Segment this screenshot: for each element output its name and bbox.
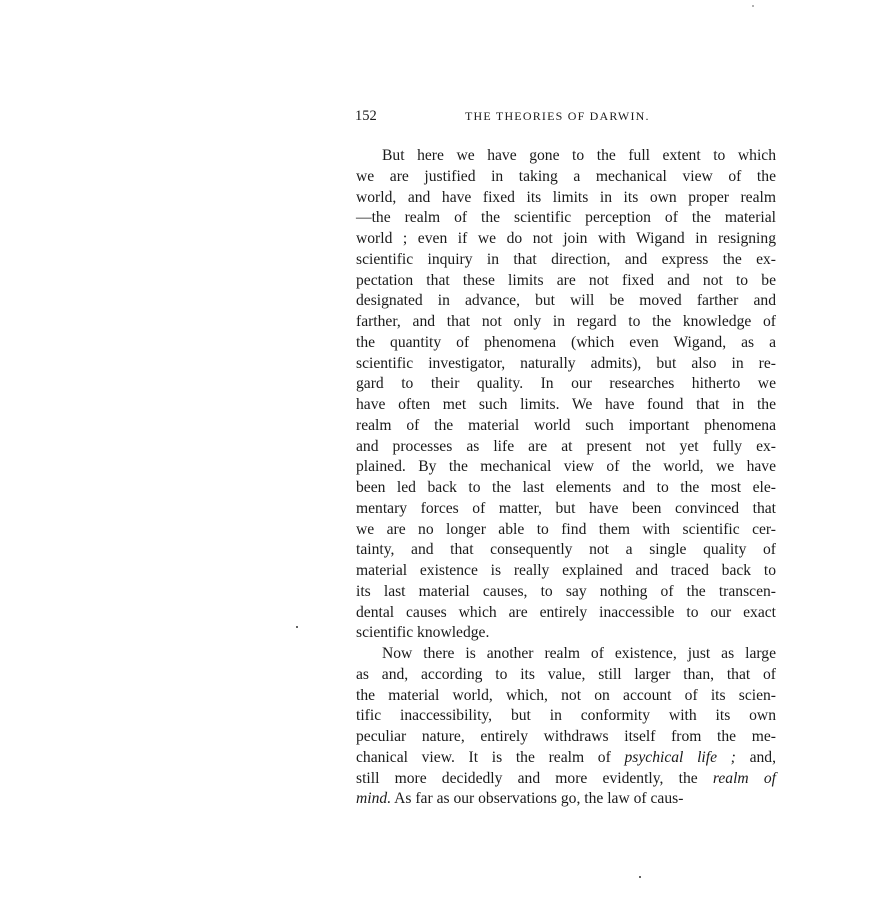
running-head: THE THEORIES OF DARWIN. xyxy=(465,109,650,123)
text-line xyxy=(356,789,776,810)
text-line: have often met such limits. We have found that in the xyxy=(356,396,776,413)
text-segment: chanical view. It is the realm of xyxy=(356,748,625,766)
text-line: as and, according to its value, still larger than, that of xyxy=(356,665,776,683)
text-line: world ; even if we do not join with Wigand in resigning xyxy=(356,230,776,247)
text-line: the quantity of phenomena (which even Wigand, as a xyxy=(356,333,776,351)
text-line: Now there is another realm of existence, just as large xyxy=(382,645,776,662)
text-line: peculiar nature, entirely withdraws itself from the me- xyxy=(356,728,776,745)
text-line: material existence is really explained and traced back to xyxy=(356,562,776,579)
text-line: scientific investigator, naturally admits), but also in re- xyxy=(356,354,776,372)
text-segment: As far as our observations go, the law of caus- xyxy=(391,790,684,808)
text-line: tainty, and that consequently not a single quality of xyxy=(356,541,776,559)
text-segment: and, xyxy=(735,748,777,766)
text-segment: still more decidedly and more evidently, the xyxy=(356,769,713,787)
page-number: 152 xyxy=(355,108,377,124)
text-line: and processes as life are at present not yet fully ex- xyxy=(356,437,776,455)
text-line xyxy=(356,769,776,790)
scan-speck xyxy=(639,876,641,878)
text-line: been led back to the last elements and to the most ele- xyxy=(356,479,776,496)
text-line xyxy=(356,748,776,769)
italic-phrase: realm of xyxy=(712,769,776,787)
text-line: designated in advance, but will be moved farther and xyxy=(356,292,776,310)
text-line: farther, and that not only in regard to the knowledge of xyxy=(356,313,776,330)
text-line: gard to their quality. In our researches hitherto we xyxy=(356,375,776,393)
text-line: scientific inquiry in that direction, and express the ex- xyxy=(356,250,776,268)
text-line: plained. By the mechanical view of the world, we have xyxy=(356,458,776,476)
italic-phrase: psychical life ; xyxy=(624,748,736,766)
scan-speck xyxy=(752,5,754,7)
body-text xyxy=(356,146,776,810)
scan-speck xyxy=(296,626,298,628)
text-line: mentary forces of matter, but have been convinced that xyxy=(356,499,776,517)
text-line: pectation that these limits are not fixed and not to be xyxy=(356,271,776,289)
text-line: But here we have gone to the full extent to which xyxy=(382,147,776,164)
text-line: realm of the material world such important phenomena xyxy=(356,416,776,434)
text-line: we are no longer able to find them with scientific cer- xyxy=(356,520,776,538)
text-line: tific inaccessibility, but in conformity with its own xyxy=(356,707,776,725)
italic-phrase: mind. xyxy=(356,790,392,808)
text-line: dental causes which are entirely inaccessible to our exact xyxy=(356,603,776,621)
text-line: —the realm of the scientific perception of the material xyxy=(356,209,776,227)
text-line: scientific knowledge. xyxy=(356,624,490,642)
page-header xyxy=(355,108,780,128)
text-line: the material world, which, not on account of its scien- xyxy=(356,686,776,704)
text-line: world, and have fixed its limits in its own proper realm xyxy=(356,188,776,206)
text-line: we are justified in taking a mechanical view of the xyxy=(356,167,776,185)
text-line: its last material causes, to say nothing of the transcen- xyxy=(356,582,776,600)
